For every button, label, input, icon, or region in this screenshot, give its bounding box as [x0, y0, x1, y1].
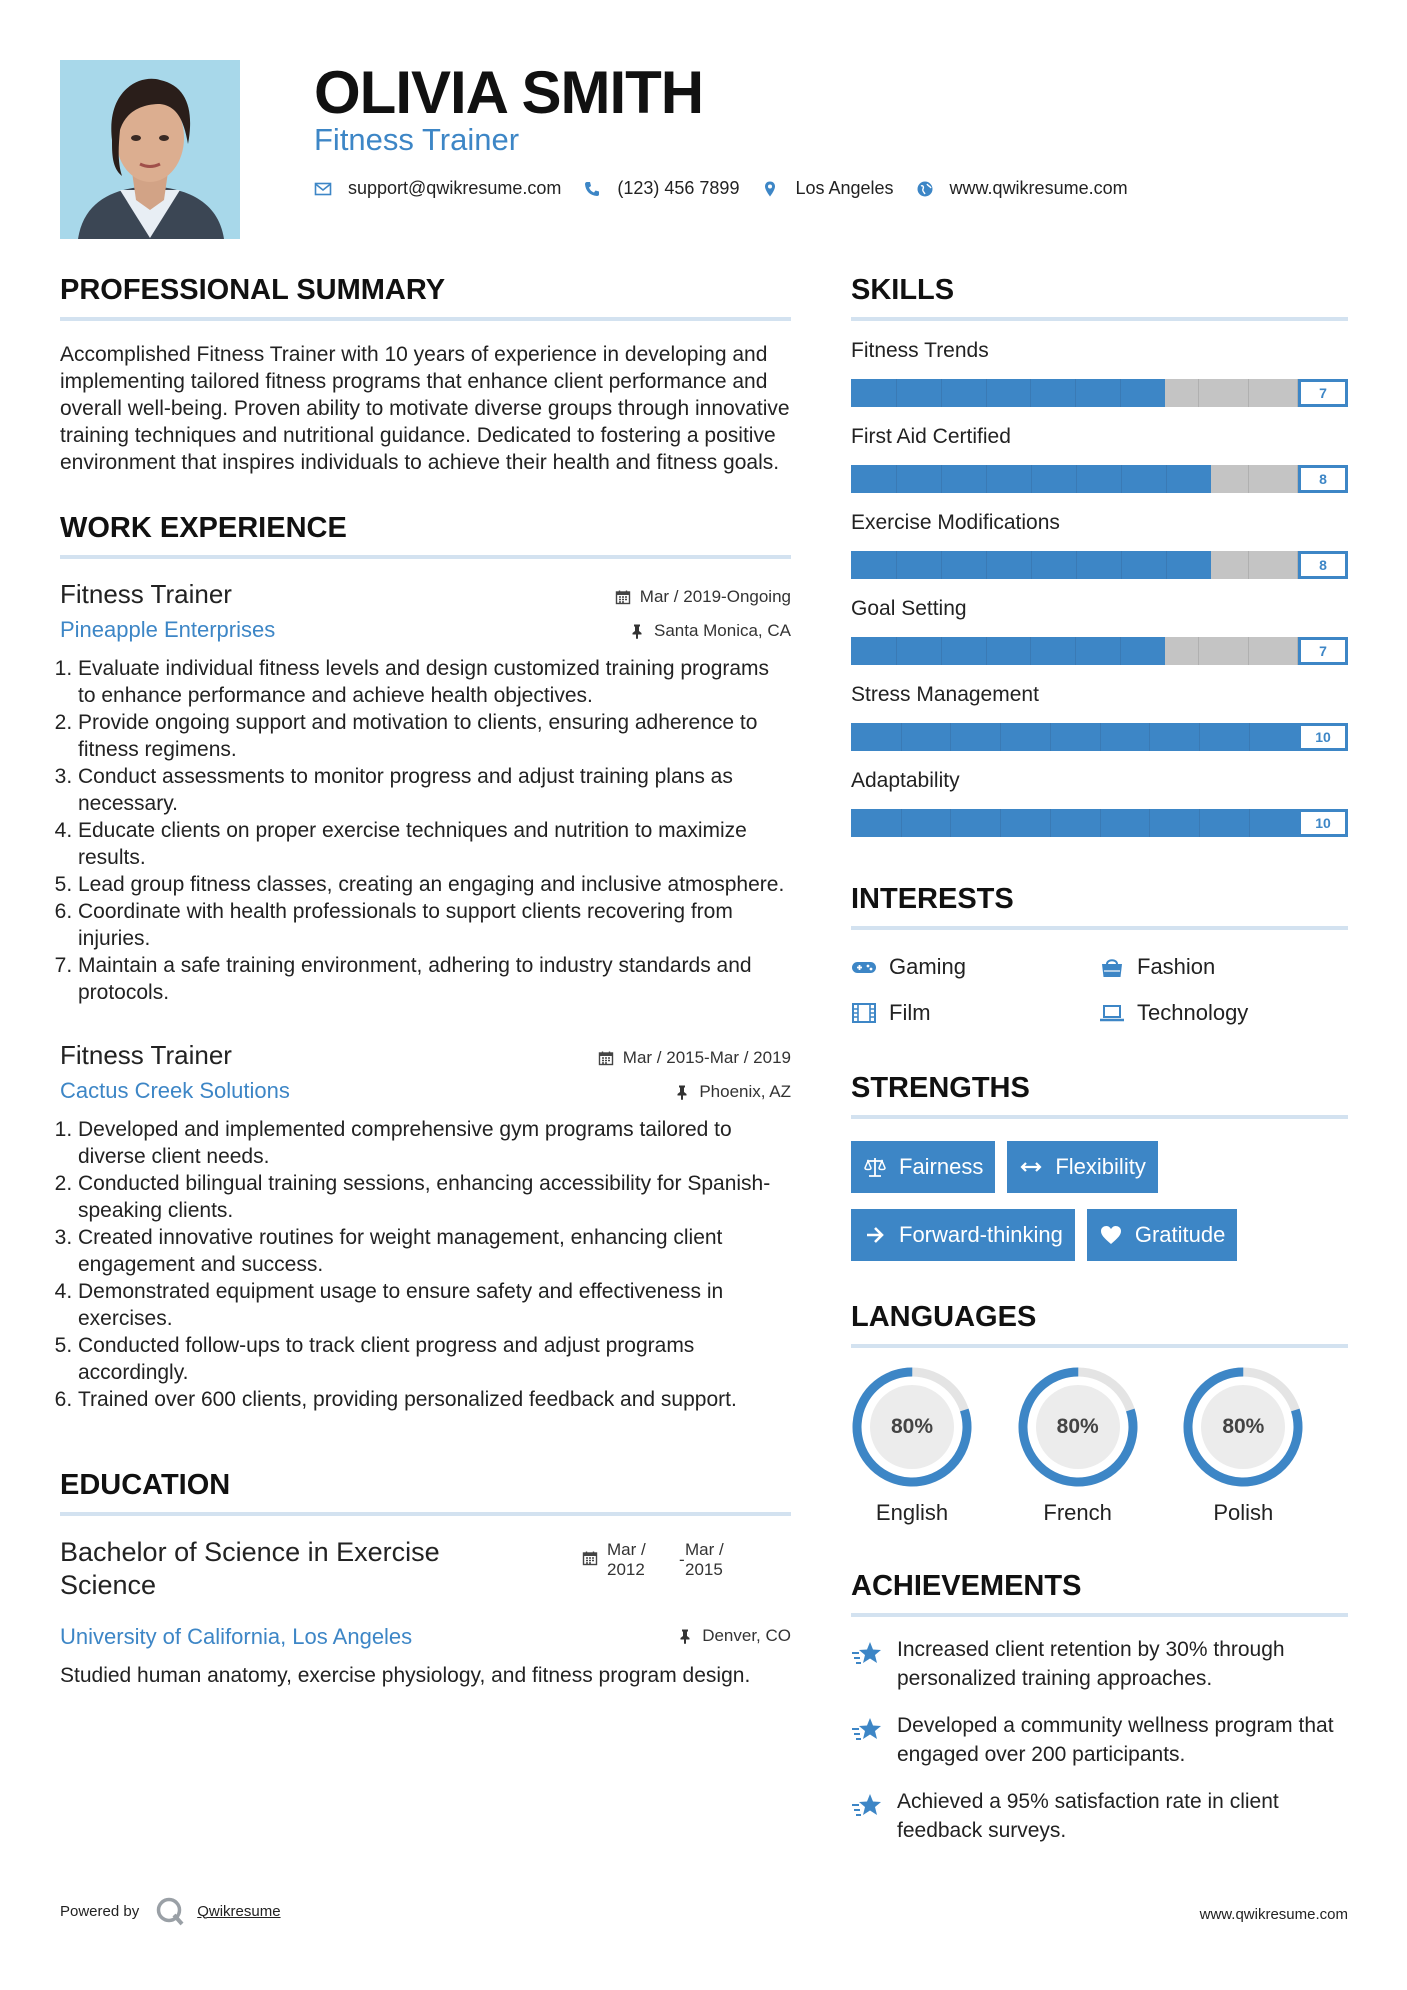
phone-text: (123) 456 7899 — [617, 178, 740, 198]
skill-fill-tick — [941, 637, 942, 665]
skill-segment — [1249, 465, 1299, 493]
achievements-heading: ACHIEVEMENTS — [851, 1570, 1348, 1617]
skills-list — [851, 339, 1348, 837]
skill-fill-tick — [1199, 723, 1200, 751]
job-bullet: 2. Provide ongoing support and motivation to clients, ensuring adherence to fitness regimens. — [78, 709, 791, 763]
job-location — [674, 1082, 791, 1102]
powered-by-text: Powered by — [60, 1902, 140, 1920]
shooting-star-icon — [851, 1639, 883, 1669]
skill-fill-tick — [1031, 551, 1032, 579]
job-bullet: 2. Conducted bilingual training sessions, enhancing accessibility for Spanish-speaking clients. — [78, 1170, 791, 1224]
edu-start-month: Mar / — [607, 1540, 646, 1559]
job-location-text: Phoenix, AZ — [699, 1082, 791, 1101]
job-date-text: Mar / 2015-Mar / 2019 — [622, 1048, 791, 1067]
skill-fill-tick — [1075, 379, 1076, 407]
achievement-text: Achieved a 95% satisfaction rate in client feedback surveys. — [897, 1790, 1279, 1842]
skill-bar — [851, 723, 1348, 751]
language-percent: 80% — [1056, 1415, 1099, 1438]
interest-item — [851, 1000, 1099, 1026]
candidate-title: Fitness Trainer — [314, 122, 520, 157]
skill-fill-tick — [896, 379, 897, 407]
education-school: University of California, Los Angeles — [60, 1624, 413, 1649]
job-date-text: Mar / 2019-Ongoing — [639, 587, 791, 606]
shooting-star-icon — [851, 1791, 883, 1821]
skill-bar — [851, 809, 1348, 837]
skill-fill-tick — [950, 723, 951, 751]
skill-level-value: 8 — [1298, 465, 1348, 493]
film-icon — [851, 1002, 877, 1024]
language-item — [1017, 1366, 1183, 1526]
shopping-bag-icon — [1099, 956, 1125, 978]
skill-item — [851, 511, 1348, 579]
job-location — [629, 621, 791, 641]
interests-heading: INTERESTS — [851, 883, 1348, 930]
skill-item — [851, 769, 1348, 837]
skill-fill-tick — [1076, 551, 1077, 579]
job-bullet: 4. Demonstrated equipment usage to ensure safety and effectiveness in exercises. — [78, 1278, 791, 1332]
job-company: Pineapple Enterprises — [60, 617, 276, 642]
strength-tag — [1007, 1141, 1157, 1193]
job-location-text: Santa Monica, CA — [653, 621, 791, 640]
skill-fill — [851, 379, 1165, 407]
skill-fill — [851, 637, 1165, 665]
skill-fill-tick — [941, 379, 942, 407]
skill-fill-tick — [901, 723, 902, 751]
job-bullet: 1. Developed and implemented comprehensive gym programs tailored to diverse client needs. — [78, 1116, 791, 1170]
skill-fill-tick — [1050, 809, 1051, 837]
edu-date-dash: - — [679, 1550, 685, 1569]
strength-label: Gratitude — [1134, 1222, 1226, 1247]
skill-fill-tick — [896, 465, 897, 493]
globe-icon — [916, 180, 934, 198]
education-location-text: Denver, CO — [702, 1626, 791, 1645]
experience-heading: WORK EXPERIENCE — [60, 512, 791, 559]
skill-fill-tick — [896, 637, 897, 665]
skill-fill-tick — [1076, 465, 1077, 493]
language-name: English — [875, 1500, 949, 1525]
job-bullet: 4. Educate clients on proper exercise techniques and nutrition to maximize results. — [78, 817, 791, 871]
strengths-heading: STRENGTHS — [851, 1072, 1348, 1119]
job-bullet: 3. Created innovative routines for weight management, enhancing client engagement and success. — [78, 1224, 791, 1278]
skill-fill-tick — [1249, 809, 1250, 837]
job-entry — [60, 1040, 791, 1413]
pin-icon — [629, 623, 645, 639]
skill-item — [851, 425, 1348, 493]
skill-fill-tick — [941, 465, 942, 493]
job-bullet: 6. Trained over 600 clients, providing personalized feedback and support. — [78, 1386, 791, 1413]
language-name: French — [1043, 1500, 1112, 1525]
arrow-right-icon — [863, 1223, 887, 1247]
skill-fill-tick — [1249, 723, 1250, 751]
language-item — [851, 1366, 1017, 1526]
job-date — [598, 1048, 791, 1068]
education-heading: EDUCATION — [60, 1469, 791, 1516]
right-column — [851, 274, 1348, 1845]
skill-level-value: 7 — [1298, 637, 1348, 665]
job-bullet: 3. Conduct assessments to monitor progress and adjust training plans as necessary. — [78, 763, 791, 817]
strengths-list — [851, 1141, 1348, 1277]
skill-fill-tick — [1120, 379, 1121, 407]
skill-fill-tick — [1166, 465, 1167, 493]
calendar-icon — [582, 1550, 598, 1566]
languages-heading: LANGUAGES — [851, 1301, 1348, 1348]
skill-fill-tick — [1030, 637, 1031, 665]
skill-name: Adaptability — [851, 769, 960, 792]
skill-fill-tick — [1149, 723, 1150, 751]
job-role: Fitness Trainer — [60, 579, 232, 609]
skill-item — [851, 339, 1348, 407]
balance-scale-icon — [863, 1155, 887, 1179]
skill-bar — [851, 637, 1348, 665]
education-entry — [60, 1536, 791, 1662]
edu-end-month: Mar / — [685, 1540, 724, 1559]
achievements-list — [851, 1635, 1348, 1845]
skill-fill-tick — [1166, 551, 1167, 579]
pin-icon — [677, 1628, 693, 1644]
strength-tag — [851, 1209, 1075, 1261]
skill-fill-tick — [1000, 809, 1001, 837]
skill-segment — [1249, 551, 1299, 579]
languages-list — [851, 1366, 1348, 1526]
language-ring — [1017, 1366, 1139, 1488]
job-company: Cactus Creek Solutions — [60, 1078, 290, 1103]
skill-segment — [1199, 379, 1249, 407]
interests-list — [851, 954, 1348, 1026]
skills-heading: SKILLS — [851, 274, 1348, 321]
job-bullet: 5. Lead group fitness classes, creating an engaging and inclusive atmosphere. — [78, 871, 791, 898]
skill-segment — [1249, 637, 1299, 665]
skill-fill-tick — [986, 465, 987, 493]
language-ring — [851, 1366, 973, 1488]
education-location — [677, 1626, 791, 1646]
footer-powered-by — [60, 1896, 281, 1926]
skill-fill-tick — [986, 379, 987, 407]
skill-name: Fitness Trends — [851, 339, 989, 362]
job-entry — [60, 579, 791, 1006]
skill-fill — [851, 723, 1348, 751]
map-marker-icon — [761, 180, 779, 198]
skill-segment — [1249, 379, 1299, 407]
skill-item — [851, 597, 1348, 665]
job-bullet: 1. Evaluate individual fitness levels and design customized training programs to enhance performance and achieve health objectives. — [78, 655, 791, 709]
skill-name: First Aid Certified — [851, 425, 1011, 448]
left-column — [60, 274, 791, 1689]
skill-fill-tick — [986, 637, 987, 665]
interest-item — [851, 954, 1099, 980]
shooting-star-icon — [851, 1715, 883, 1745]
arrows-horizontal-icon — [1019, 1155, 1043, 1179]
qwikresume-link[interactable]: Qwikresume — [197, 1902, 281, 1920]
skill-fill-tick — [1149, 809, 1150, 837]
skill-name: Stress Management — [851, 683, 1039, 706]
achievement-item — [851, 1635, 1348, 1693]
skill-fill-tick — [1030, 379, 1031, 407]
education-dates — [582, 1540, 724, 1580]
skill-fill-tick — [1100, 809, 1101, 837]
language-percent: 80% — [1222, 1415, 1265, 1438]
location-text: Los Angeles — [795, 178, 894, 198]
skill-bar — [851, 465, 1348, 493]
calendar-icon — [615, 589, 631, 605]
skill-fill-tick — [1031, 465, 1032, 493]
footer-website[interactable]: www.qwikresume.com — [1199, 1906, 1348, 1923]
job-bullets — [60, 655, 791, 1006]
skill-fill-tick — [1050, 723, 1051, 751]
skill-fill-tick — [1199, 809, 1200, 837]
interest-label: Fashion — [1137, 954, 1216, 979]
laptop-icon — [1099, 1002, 1125, 1024]
achievement-item — [851, 1711, 1348, 1769]
achievement-item — [851, 1787, 1348, 1845]
skill-bar — [851, 379, 1348, 407]
skill-name: Exercise Modifications — [851, 511, 1060, 534]
skill-fill-tick — [941, 551, 942, 579]
skill-fill-tick — [950, 809, 951, 837]
skill-fill-tick — [1121, 551, 1122, 579]
heart-icon — [1099, 1223, 1123, 1247]
website-text: www.qwikresume.com — [949, 178, 1128, 198]
job-role: Fitness Trainer — [60, 1040, 232, 1070]
skill-fill-tick — [1075, 637, 1076, 665]
language-item — [1182, 1366, 1348, 1526]
skill-fill-tick — [1121, 465, 1122, 493]
edu-start-year: 2012 — [607, 1560, 645, 1579]
calendar-icon — [598, 1050, 614, 1066]
contact-bar — [314, 178, 1150, 199]
summary-heading: PROFESSIONAL SUMMARY — [60, 274, 791, 321]
strength-label: Fairness — [899, 1154, 984, 1179]
language-ring — [1182, 1366, 1304, 1488]
email-text: support@qwikresume.com — [348, 178, 562, 198]
language-name: Polish — [1213, 1500, 1274, 1525]
skill-level-value: 8 — [1298, 551, 1348, 579]
strength-tag — [851, 1141, 995, 1193]
candidate-name: OLIVIA SMITH — [314, 59, 704, 126]
skill-fill-tick — [986, 551, 987, 579]
profile-photo — [60, 60, 240, 239]
education-description: Studied human anatomy, exercise physiology, and fitness program design. — [60, 1664, 751, 1687]
contact-location — [761, 178, 893, 199]
skill-segment — [1199, 637, 1249, 665]
skill-level-value: 10 — [1298, 809, 1348, 837]
pin-icon — [674, 1084, 690, 1100]
envelope-icon — [314, 180, 332, 198]
contact-phone[interactable] — [583, 178, 739, 199]
skill-level-value: 7 — [1298, 379, 1348, 407]
job-bullet: 5. Conducted follow-ups to track client progress and adjust programs accordingly. — [78, 1332, 791, 1386]
gamepad-icon — [851, 956, 877, 978]
contact-website[interactable] — [916, 178, 1128, 199]
skill-fill-tick — [896, 551, 897, 579]
skill-fill-tick — [901, 809, 902, 837]
language-percent: 80% — [890, 1415, 934, 1438]
skill-fill-tick — [1000, 723, 1001, 751]
achievement-text: Developed a community wellness program that engaged over 200 participants. — [897, 1714, 1334, 1766]
strength-label: Flexibility — [1055, 1154, 1146, 1179]
skill-name: Goal Setting — [851, 597, 967, 620]
interest-label: Gaming — [889, 954, 967, 979]
education-degree: Bachelor of Science in Exercise Science — [60, 1537, 440, 1600]
skill-fill — [851, 465, 1211, 493]
skill-fill — [851, 551, 1211, 579]
skill-item — [851, 683, 1348, 751]
achievement-text: Increased client retention by 30% through personalized training approaches. — [897, 1638, 1285, 1690]
interest-label: Technology — [1137, 1000, 1249, 1025]
skill-fill-tick — [1100, 723, 1101, 751]
interest-label: Film — [889, 1000, 931, 1025]
strength-tag — [1087, 1209, 1238, 1261]
job-bullets — [60, 1116, 791, 1413]
job-bullet: 6. Coordinate with health professionals to support clients recovering from injuries. — [78, 898, 791, 952]
contact-email[interactable] — [314, 178, 561, 199]
interest-item — [1099, 954, 1348, 980]
skill-level-value: 10 — [1298, 723, 1348, 751]
summary-text: Accomplished Fitness Trainer with 10 years of experience in developing and implementing tailored fitness programs that enhance client performance and overall well-being. Proven ability to motivate diverse groups through innovative training techniques and nutritional guidance. Dedicated to fostering a positive environment that inspires individuals to achieve their health and fitness goals. — [60, 343, 790, 474]
interest-item — [1099, 1000, 1348, 1026]
strength-label: Forward-thinking — [899, 1222, 1063, 1247]
qwikresume-logo-icon — [155, 1896, 185, 1926]
skill-fill — [851, 809, 1348, 837]
skill-fill-tick — [1120, 637, 1121, 665]
phone-icon — [583, 180, 601, 198]
job-bullet: 7. Maintain a safe training environment, adhering to industry standards and protocols. — [78, 952, 791, 1006]
job-date — [615, 587, 791, 607]
skill-bar — [851, 551, 1348, 579]
edu-end-year: 2015 — [685, 1560, 723, 1579]
